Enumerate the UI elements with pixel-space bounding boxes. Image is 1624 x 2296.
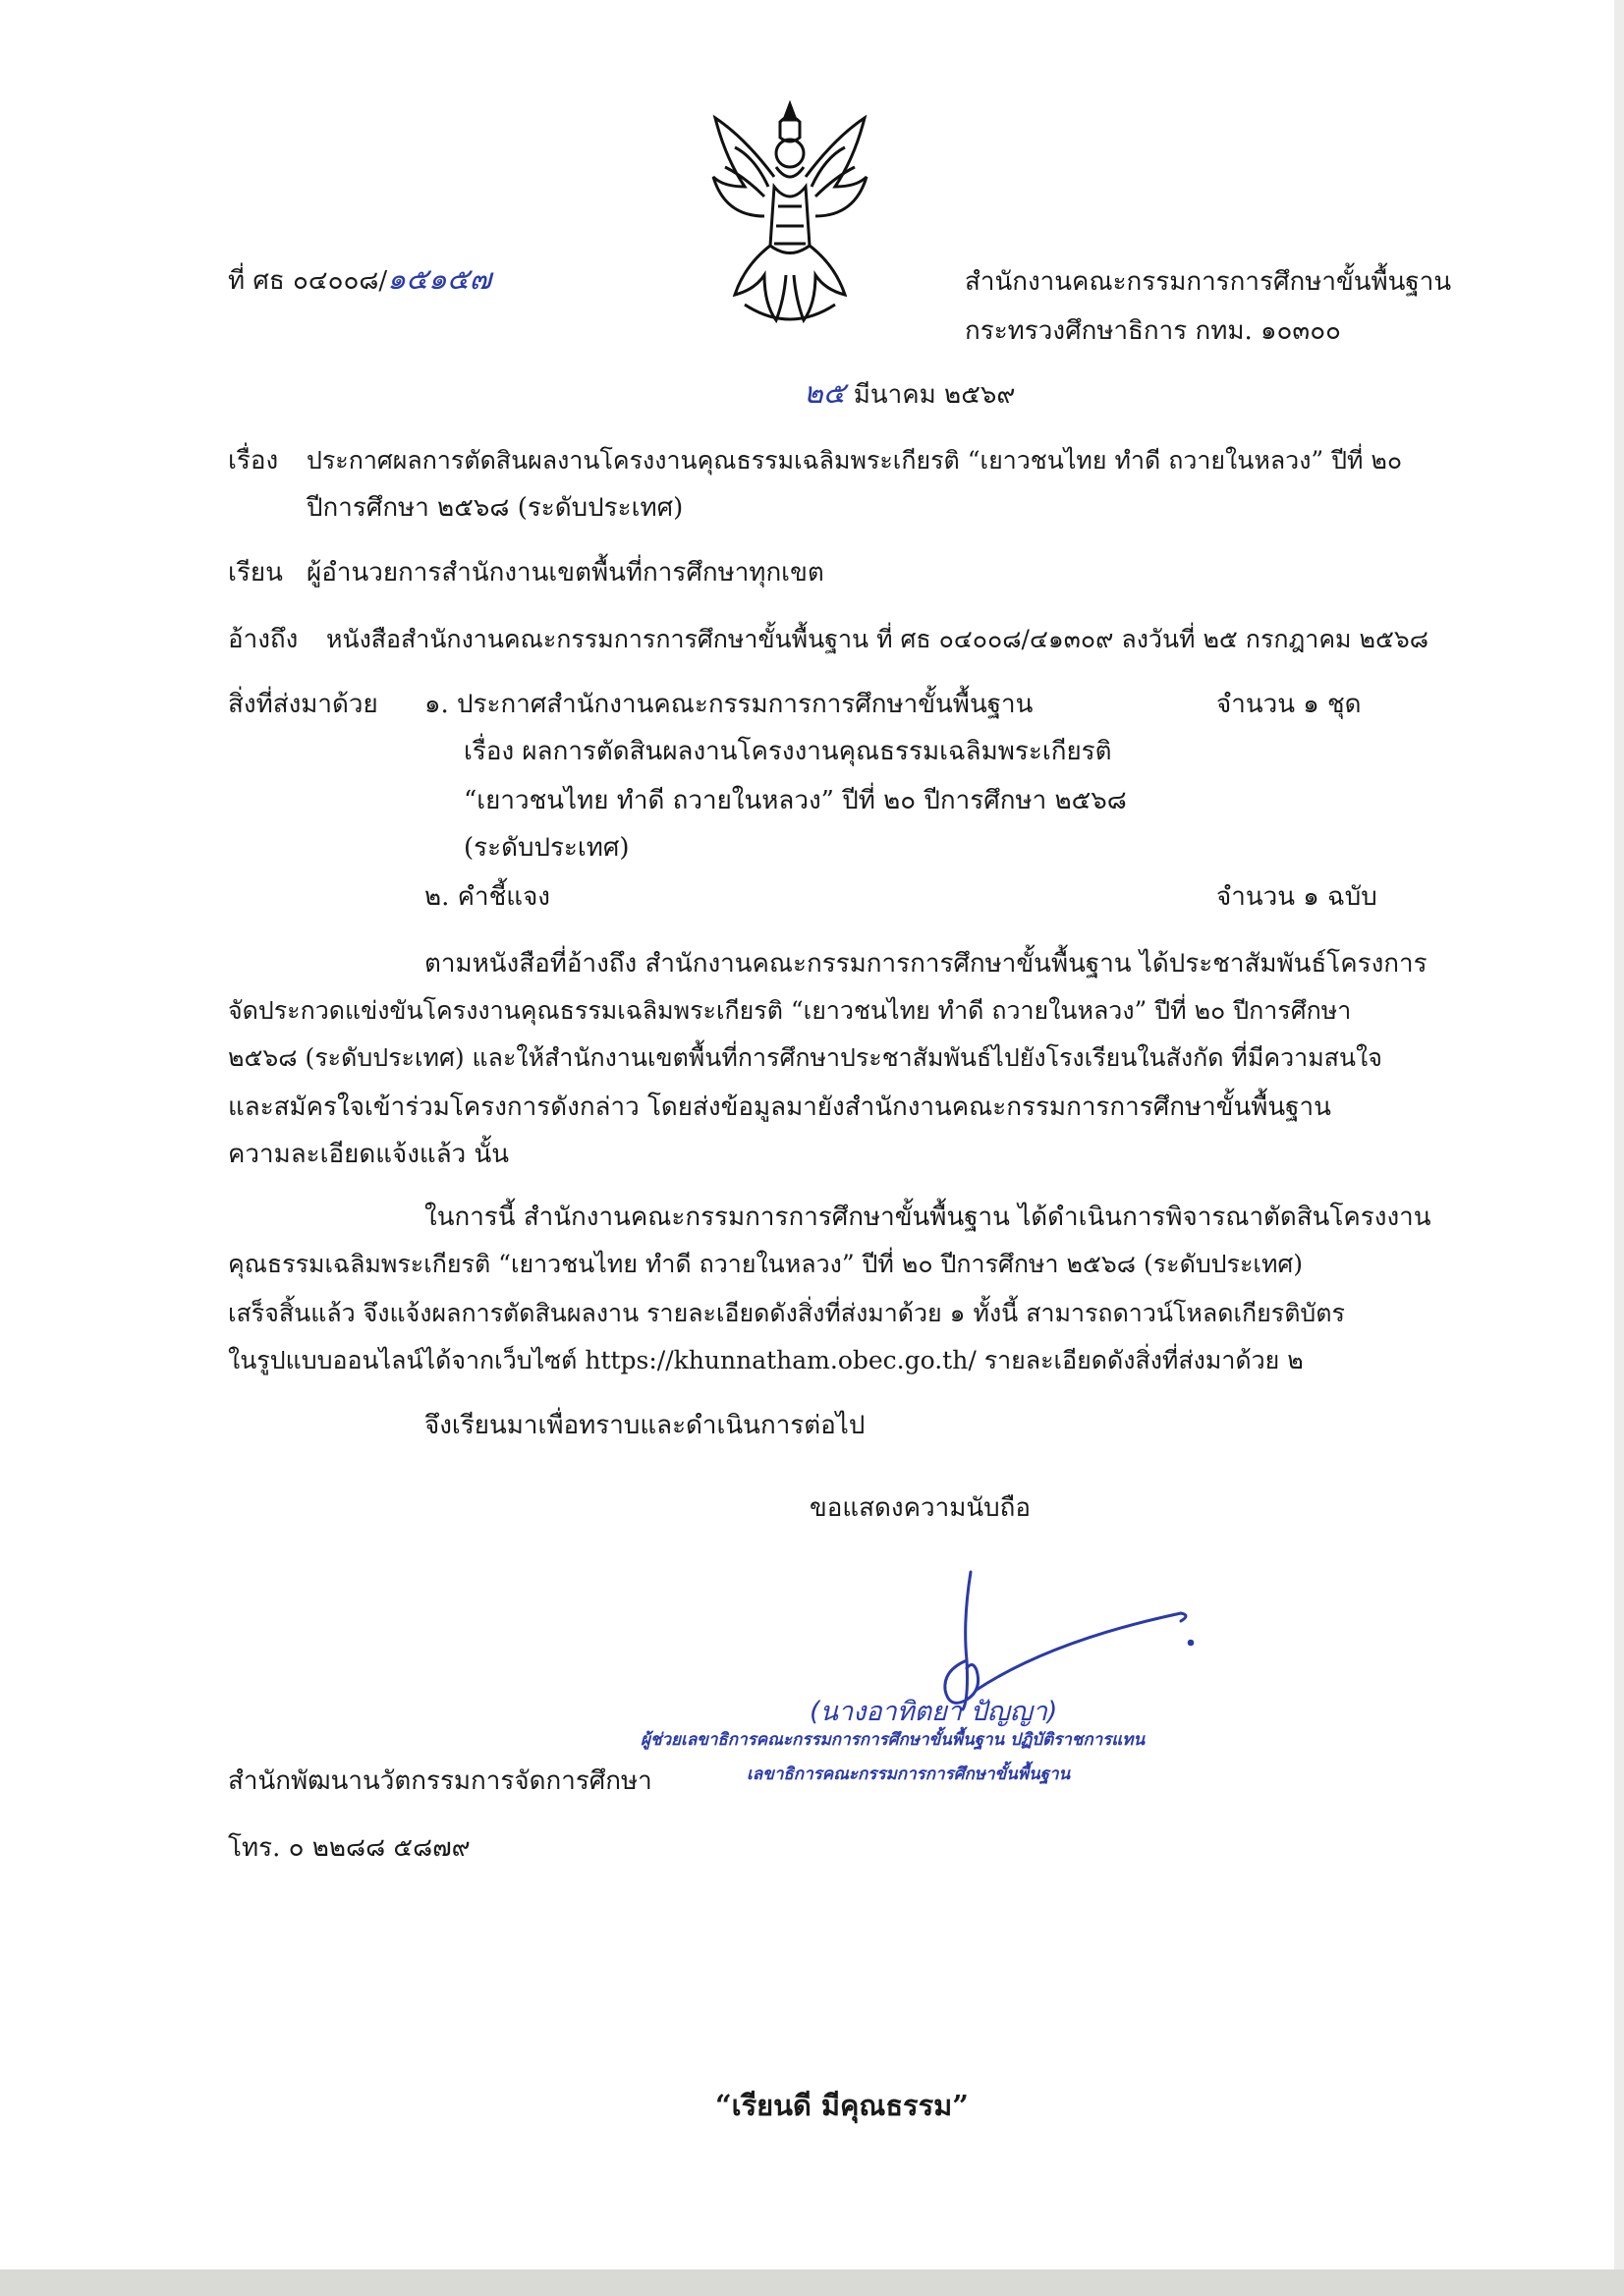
enclosure-2-quantity: จำนวน ๑ ฉบับ: [1216, 882, 1377, 912]
paragraph-2-line2: คุณธรรมเฉลิมพระเกียรติ “เยาวชนไทย ทำดี ถวายในหลวง” ปีที่ ๒๐ ปีการศึกษา ๒๕๖๘ (ระดับประเทศ): [228, 1250, 1304, 1278]
scan-bottom-strip: [0, 2269, 1624, 2296]
to-label: เรียน: [228, 558, 283, 588]
signer-title-line2: เลขาธิการคณะกรรมการการศึกษาขั้นพื้นฐาน: [747, 1764, 1071, 1784]
reference-label: อ้างถึง: [228, 625, 299, 654]
paragraph-2-line1: ในการนี้ สำนักงานคณะกรรมการการศึกษาขั้นพื้นฐาน ได้ดำเนินการพิจารณาตัดสินโครงงาน: [424, 1203, 1431, 1232]
paragraph-2-line3: เสร็จสิ้นแล้ว จึงแจ้งผลการตัดสินผลงาน รายละเอียดดังสิ่งที่ส่งมาด้วย ๑ ทั้งนี้ สามารถดาวน์โหลดเกียรติบัตร: [228, 1299, 1345, 1327]
enclosure-1-line3: “เยาวชนไทย ทำดี ถวายในหลวง” ปีที่ ๒๐ ปีการศึกษา ๒๕๖๘: [464, 786, 1127, 815]
footer-department: สำนักพัฒนานวัตกรรมการจัดการศึกษา: [228, 1766, 652, 1796]
reference-number-handwritten: ๑๕๑๕๗: [387, 262, 492, 297]
paragraph-1-line3: ๒๕๖๘ (ระดับประเทศ) และให้สำนักงานเขตพื้นที่การศึกษาประชาสัมพันธ์ไปยังโรงเรียนในสังกัด ที่มีความสนใจ: [228, 1043, 1382, 1072]
enclosure-1-line2: เรื่อง ผลการตัดสินผลงานโครงงานคุณธรรมเฉลิมพระเกียรติ: [464, 737, 1112, 766]
reference-text: หนังสือสำนักงานคณะกรรมการการศึกษาขั้นพื้นฐาน ที่ ศธ ๐๔๐๐๘/๔๑๓๐๙ ลงวันที่ ๒๕ กรกฎาคม ๒๕๖๘: [326, 625, 1429, 653]
garuda-emblem-icon: [705, 98, 874, 330]
reference-number-prefix: ที่ ศธ ๐๔๐๐๘/: [228, 266, 388, 296]
date-day-handwritten: ๒๕: [804, 376, 846, 411]
enclosure-2-line1: ๒. คำชี้แจง: [424, 882, 550, 912]
subject-label: เรื่อง: [228, 446, 279, 476]
enclosure-1-line4: (ระดับประเทศ): [464, 833, 630, 863]
paragraph-1-line2: จัดประกวดแข่งขันโครงงานคุณธรรมเฉลิมพระเกียรติ “เยาวชนไทย ทำดี ถวายในหลวง” ปีที่ ๒๐ ปีการศึกษา: [228, 996, 1352, 1025]
enclosures-label: สิ่งที่ส่งมาด้วย: [228, 690, 378, 719]
page-edge-right: [1614, 0, 1624, 2269]
office-name-line1: สำนักงานคณะกรรมการการศึกษาขั้นพื้นฐาน: [965, 267, 1452, 297]
signer-title-line1: ผู้ช่วยเลขาธิการคณะกรรมการการศึกษาขั้นพื้นฐาน ปฏิบัติราชการแทน: [641, 1730, 1146, 1750]
enclosure-1-line1: ๑. ประกาศสำนักงานคณะกรรมการการศึกษาขั้นพื้นฐาน: [424, 690, 1034, 719]
office-address-line2: กระทรวงศึกษาธิการ กทม. ๑๐๓๐๐: [965, 316, 1341, 346]
paragraph-3: จึงเรียนมาเพื่อทราบและดำเนินการต่อไป: [424, 1411, 866, 1440]
paragraph-1-line1: ตามหนังสือที่อ้างถึง สำนักงานคณะกรรมการการศึกษาขั้นพื้นฐาน ได้ประชาสัมพันธ์โครงการ: [424, 949, 1428, 979]
enclosure-1-quantity: จำนวน ๑ ชุด: [1216, 690, 1362, 719]
subject-line1: ประกาศผลการตัดสินผลงานโครงงานคุณธรรมเฉลิมพระเกียรติ “เยาวชนไทย ทำดี ถวายในหลวง” ปีที่ ๒๐: [307, 446, 1403, 475]
to-text: ผู้อำนวยการสำนักงานเขตพื้นที่การศึกษาทุกเขต: [307, 558, 824, 588]
closing-regards: ขอแสดงความนับถือ: [810, 1493, 1031, 1523]
footer-phone: โทร. ๐ ๒๒๘๘ ๕๘๗๙: [228, 1833, 471, 1863]
paragraph-1-line5: ความละเอียดแจ้งแล้ว นั้น: [228, 1140, 510, 1169]
subject-line2: ปีการศึกษา ๒๕๖๘ (ระดับประเทศ): [307, 493, 684, 523]
footer-motto: “เรียนดี มีคุณธรรม”: [715, 2089, 969, 2122]
date-month-year: มีนาคม ๒๕๖๙: [853, 380, 1016, 410]
paragraph-2-line4: ในรูปแบบออนไลน์ได้จากเว็บไซต์ https://khunnatham.obec.go.th/ รายละเอียดดังสิ่งที่ส่งมาด้วย ๒: [228, 1346, 1304, 1374]
signer-name: (นางอาทิตยา ปัญญา): [810, 1697, 1058, 1727]
paragraph-1-line4: และสมัครใจเข้าร่วมโครงการดังกล่าว โดยส่งข้อมูลมายังสำนักงานคณะกรรมการการศึกษาขั้นพื้นฐาน: [228, 1092, 1331, 1122]
